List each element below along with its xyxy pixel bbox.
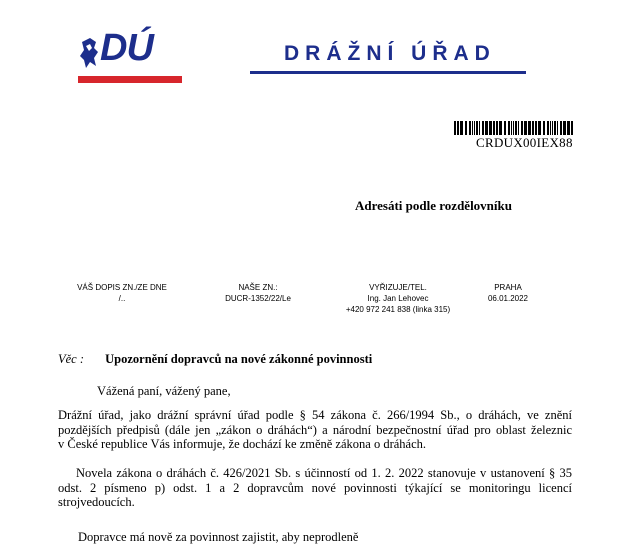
logo-text: DÚ <box>100 27 153 69</box>
barcode-id: CRDUX00IEX88 <box>476 135 573 150</box>
paragraph-1-line: pozdějších předpisů (dále jen „zákon o dráhách“) a národní bezpečnostní úřad pro oblast železnic <box>58 422 572 437</box>
meta-your-letter <box>72 282 172 304</box>
meta-contact-name: Ing. Jan Lehovec <box>367 294 429 303</box>
paragraph-3: Dopravce má nově za povinnost zajistit, aby neprodleně <box>78 530 359 544</box>
meta-your-letter-value: /.. <box>118 294 126 303</box>
paragraph-1 <box>58 408 572 452</box>
meta-contact <box>336 282 460 315</box>
meta-date: 06.01.2022 <box>487 294 529 303</box>
title-underline <box>250 71 526 74</box>
meta-our-ref-value: DUCR-1352/22/Le <box>225 294 291 303</box>
meta-place: PRAHA <box>494 283 522 292</box>
organization-title: DRÁŽNÍ ÚŘAD <box>284 42 496 65</box>
meta-contact-label: VYŘIZUJE/TEL. <box>369 283 427 292</box>
paragraph-2-line: odst. 2 písmeno p) odst. 1 a 2 dopravcům nové povinnosti týkající se monitoringu licencí <box>58 480 572 495</box>
subject-line <box>58 352 372 367</box>
logo-red-stripe <box>78 76 182 83</box>
meta-your-letter-label: VÁŠ DOPIS ZN./ZE DNE <box>77 283 167 292</box>
meta-our-ref-label: NAŠE ZN.: <box>238 283 278 292</box>
subject-label: Věc : <box>58 352 85 366</box>
du-logo <box>78 27 182 84</box>
paragraph-1-line: v České republice Vás informuje, že dochází ke změně zákona o dráhách. <box>58 437 427 451</box>
meta-our-ref <box>215 282 301 304</box>
salutation: Vážená paní, vážený pane, <box>97 384 231 398</box>
meta-place-date <box>478 282 538 304</box>
barcode <box>454 121 574 135</box>
recipients-line: Adresáti podle rozdělovníku <box>355 198 512 213</box>
paragraph-2 <box>58 466 572 510</box>
paragraph-2-line: Novela zákona o dráhách č. 426/2021 Sb. s účinností od 1. 2. 2022 stanovuje v ustanovení § 35 <box>76 466 572 480</box>
paragraph-2-line: strojvedoucích. <box>58 495 135 509</box>
meta-contact-phone: +420 972 241 838 (linka 315) <box>345 305 451 314</box>
czech-lion-icon <box>78 36 100 70</box>
paragraph-1-line: Drážní úřad, jako drážní správní úřad podle § 54 zákona č. 266/1994 Sb., o dráhách, ve znění <box>58 408 572 422</box>
subject-text: Upozornění dopravců na nové zákonné povinnosti <box>105 352 373 366</box>
